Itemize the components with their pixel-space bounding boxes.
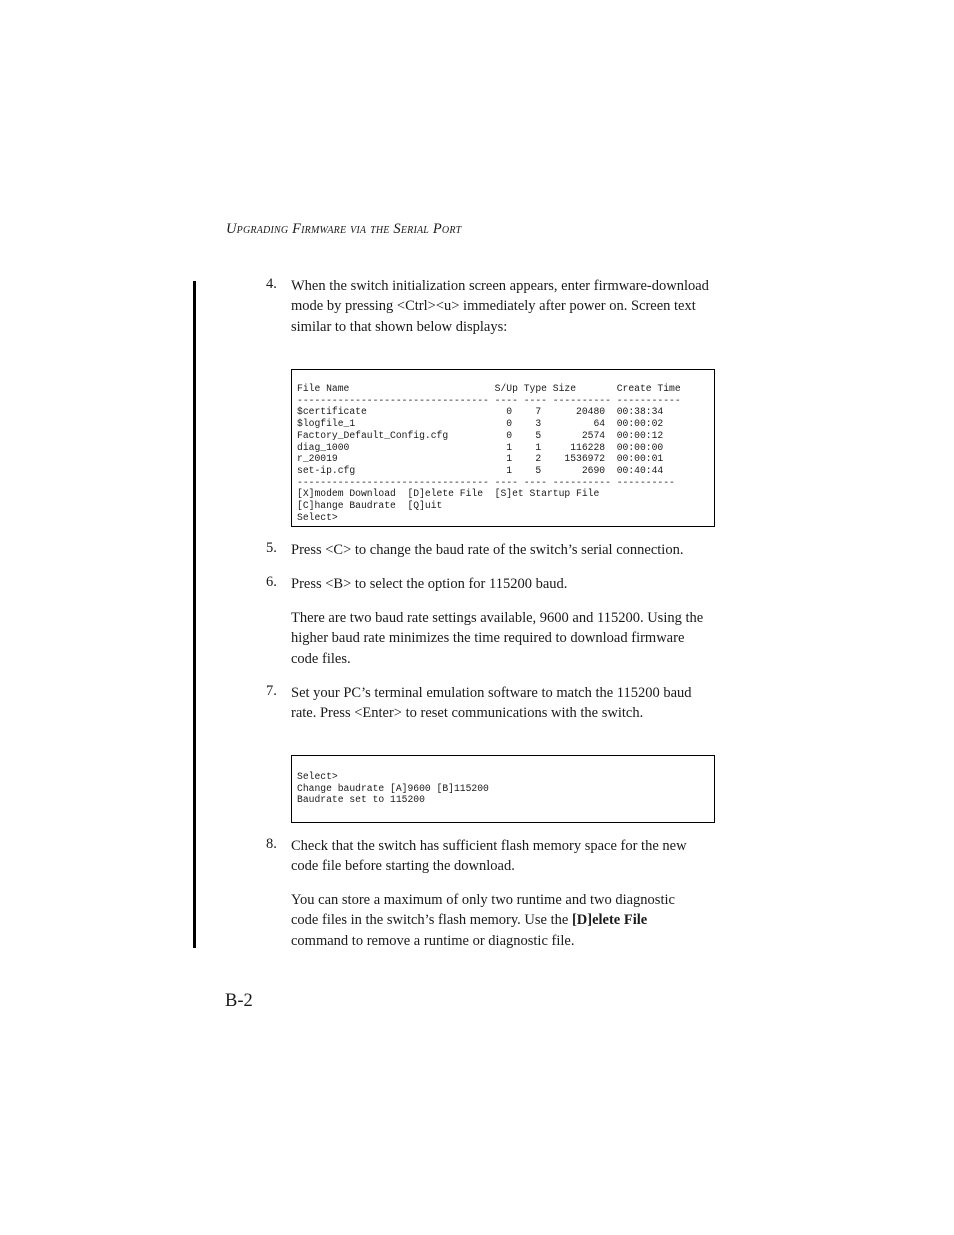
running-header: Upgrading Firmware via the Serial Port [226,221,462,237]
terminal-file-listing [291,369,715,527]
step-note [291,890,701,951]
step-text: Press <C> to change the baud rate of the switch’s serial connection. [291,542,684,558]
step-number: 4. [266,276,277,292]
step-text: When the switch initialization screen appears, enter firmware-download mode by pressing <Ctrl><u> immediately after power on. Screen text similar to that shown below displays: [291,278,709,335]
note-text: You can store a maximum of only two runtime and two diagnostic code files in the switch’s flash memory. Use the [291,892,675,929]
note-text: command to remove a runtime or diagnostic file. [291,932,575,949]
terminal-output: Select> Change baudrate [A]9600 [B]115200 Baudrate set to 115200 [297,771,489,806]
step-text: Set your PC’s terminal emulation software to match the 115200 baud rate. Press <Enter> to reset communications with the switch. [291,685,692,722]
command-name: [D]elete File [571,912,648,929]
step-number: 7. [266,683,277,699]
step-text: Check that the switch has sufficient flash memory space for the new code file before starting the download. [291,838,687,875]
step-number: 5. [266,540,277,556]
change-bar [193,281,196,948]
terminal-output: File Name S/Up Type Size Create Time --------------------------------- ---- ---- ---------- ----------- $certificate 0 7 20480 00:38:34 $logfile_1 0 3 64 00:00:02 Factory_Default_Config.cfg 0 5 2574 00:00:12 diag_1000 1 1 116228 00:00:00 r_20019 1 2 1536972 00:00:01 set-ip.cfg 1 5 2690 00:40:44 --------------------------------- ---- ---- ---------- ---------- [X]modem Download [D]elete File [S]et Startup File [C]hange Baudrate [Q]uit Select> [297,383,681,523]
step-note: There are two baud rate settings available, 9600 and 115200. Using the higher baud rate minimizes the time required to download firmware code files. [291,610,704,667]
step-number: 8. [266,836,277,852]
terminal-baudrate [291,755,715,823]
step-text: Press <B> to select the option for 115200 baud. [291,576,568,592]
page-number: B-2 [225,991,253,1011]
step-number: 6. [266,574,277,590]
